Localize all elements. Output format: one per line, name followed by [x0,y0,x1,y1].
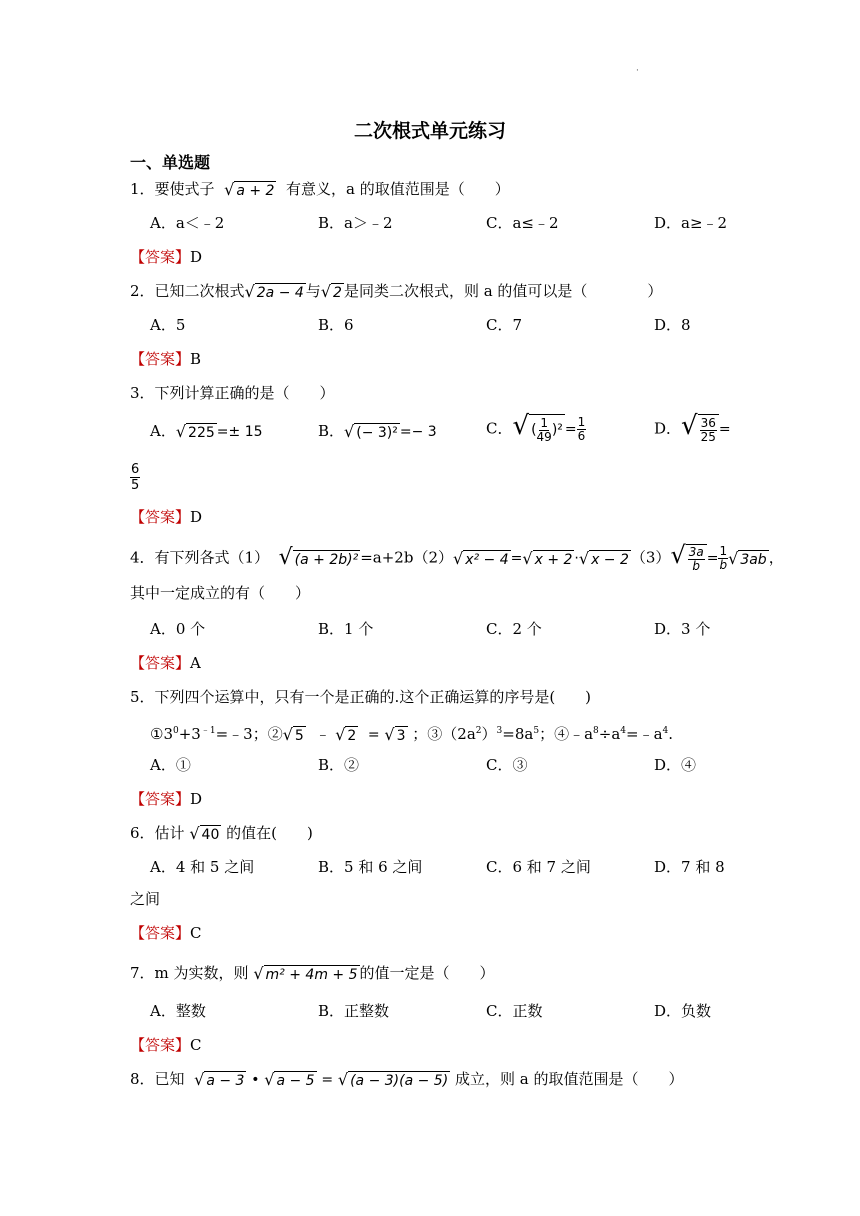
question-4-line2: 其中一定成立的有（ ） [130,584,311,602]
answer-label: 【答案】 [130,654,191,672]
answer-value: C [190,924,202,942]
question-4: 4．有下列各式（1） √ (a + 2b)² =a+2b（2）√ x² − 4 =√ x + 2 ·√ x − 2 （3）√ $\frac{3a}{b}$ = $\frac{1}{b}$ √ 3ab ， [130,541,784,573]
answer-value: B [190,350,202,368]
option-b: B．6 [318,316,354,334]
question-text: 是同类二次根式，则 a 的值可以是（ ） [343,282,663,300]
answer-7 [130,1034,202,1056]
header-dot: · [636,66,639,76]
option-a: A．4 和 5 之间 [150,858,255,876]
answer-6 [130,922,202,944]
option-c: C．2 个 [486,620,542,638]
section-heading: 一、单选题 [130,153,211,172]
option-b: B．正整数 [318,1002,390,1020]
sqrt-expression: √ 2 [320,282,342,301]
option-a: A．√ 225 =± 15 [150,422,263,441]
answer-value: A [190,654,201,672]
answer-label: 【答案】 [130,350,191,368]
option-d: D．3 个 [654,620,711,638]
question-5: 5．下列四个运算中，只有一个是正确的.这个正确运算的序号是( ) [130,688,592,706]
question-text: 有意义，a 的取值范围是（ ） [285,180,510,198]
option-d: D．a≥﹣2 [654,214,728,232]
option-d: D．8 [654,316,691,334]
question-number: 2． [130,282,155,300]
option-b: B．1 个 [318,620,374,638]
sqrt-expression: √ 2a − 4 [244,282,304,301]
answer-value: D [190,508,203,526]
sqrt-expression: √ a + 2 [224,180,275,199]
option-c: C．正数 [486,1002,543,1020]
option-d-wrap: $\frac{6}{5}$ [131,462,140,493]
answer-label: 【答案】 [130,1036,191,1054]
answer-label: 【答案】 [130,508,191,526]
option-b: B．② [318,756,360,774]
option-b: B．a＞﹣2 [318,214,393,232]
question-1 [130,178,510,201]
option-a: A．整数 [150,1002,206,1020]
question-6: 6．估计 √ 40 的值在( ) [130,824,313,843]
answer-1 [130,246,202,268]
option-a: A．5 [150,316,186,334]
option-d: D．④ [654,756,697,774]
option-c: C．7 [486,316,523,334]
option-a: A．0 个 [150,620,206,638]
option-c: C．√ ( $\frac{1}{49}$ )² = $\frac{1}{6}$ [486,411,586,444]
question-7: 7．m 为实数，则 √ m² + 4m + 5 的值一定是（ ） [130,964,495,983]
page-title: 二次根式单元练习 [353,120,506,142]
option-d-wrap: 之间 [130,890,161,908]
question-5-items: $①3^0+3^{﹣1}=﹣3$；②√ 5 ﹣ √ 2 = √ 3 ；$③(2a^2)^3=8a^5$；$④﹣a^8\div a^4=﹣a^4$. [150,725,674,744]
question-text: 与 [305,282,321,300]
option-c: C．6 和 7 之间 [486,858,591,876]
option-b: B．5 和 6 之间 [318,858,423,876]
question-3 [130,382,335,404]
question-text: 已知二次根式 [154,282,245,300]
answer-value: C [190,1036,202,1054]
option-c: C．③ [486,756,528,774]
option-a: A．① [150,756,191,774]
answer-4 [130,652,201,674]
answer-value: D [190,790,203,808]
question-number: 1． [130,180,155,198]
option-d: D．7 和 8 [654,858,725,876]
question-text: 要使式子 [154,180,215,198]
question-number: 5． [130,688,155,706]
option-d: D．√ $\frac{36}{25}$ = [654,411,731,444]
question-number: 3． [130,384,155,402]
answer-value: D [190,248,203,266]
question-text: 下列计算正确的是（ ） [154,384,335,402]
answer-label: 【答案】 [130,248,191,266]
answer-label: 【答案】 [130,790,191,808]
option-a: A．a＜﹣2 [150,214,225,232]
question-number: 4． [130,548,155,567]
answer-3 [130,506,202,528]
option-d: D．负数 [654,1002,712,1020]
answer-5 [130,788,202,810]
question-number: 7． [130,964,155,982]
option-c: C．a≤﹣2 [486,214,559,232]
question-number: 6． [130,824,155,842]
question-2 [130,280,662,303]
answer-2 [130,348,201,370]
question-number: 8． [130,1070,155,1088]
answer-label: 【答案】 [130,924,191,942]
question-8: 8．已知 √ a − 3 • √ a − 5 = √ (a − 3)(a − 5) 成立，则 a 的取值范围是（ ） [130,1070,684,1089]
option-b: B．√ (− 3)² =− 3 [318,422,437,441]
